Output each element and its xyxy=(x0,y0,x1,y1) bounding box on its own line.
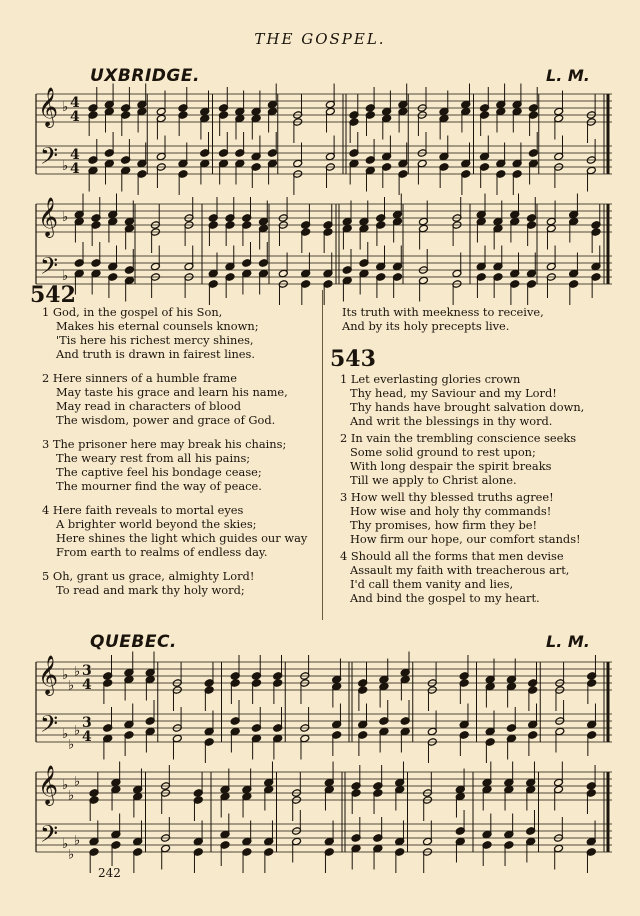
verse-line: Its truth with meekness to receive, xyxy=(342,305,544,319)
flat-icon: ♭ xyxy=(68,788,75,804)
verse-line xyxy=(42,559,327,569)
treble-clef-icon: 𝄞 xyxy=(38,765,59,805)
time-signature-bottom: 4 xyxy=(70,161,80,177)
time-signature-top: 3 xyxy=(82,715,92,731)
bass-clef-icon: 𝄢 xyxy=(40,252,59,285)
flat-icon: ♭ xyxy=(74,774,81,790)
verse-line: A brighter world beyond the skies; xyxy=(56,517,257,531)
verse-line: Some solid ground to rest upon; xyxy=(350,445,536,459)
time-signature-bottom: 4 xyxy=(82,677,92,693)
verse-line: 1 Let everlasting glories crown xyxy=(340,372,521,386)
hymn-number-543: 543 xyxy=(330,346,376,372)
running-head: THE GOSPEL. xyxy=(254,30,386,48)
verse-line: Assault my faith with treacherous art, xyxy=(350,563,570,577)
flat-icon: ♭ xyxy=(74,833,81,849)
verse-line: Thy head, my Saviour and my Lord! xyxy=(350,386,557,400)
hymn-542-text xyxy=(42,305,327,597)
verse-line: May read in characters of blood xyxy=(56,399,241,413)
verse-line: Thy hands have brought salvation down, xyxy=(350,400,585,414)
verse-line: Makes his eternal counsels known; xyxy=(56,319,259,333)
tune-title-uxbridge: UXBRIDGE. xyxy=(90,66,200,86)
verse-line: And by its holy precepts live. xyxy=(342,319,510,333)
verse-line: 2 Here sinners of a humble frame xyxy=(42,371,238,385)
time-signature-top: 4 xyxy=(70,147,80,163)
bass-clef-icon: 𝄢 xyxy=(40,820,59,853)
flat-icon: ♭ xyxy=(74,664,81,680)
flat-icon: ♭ xyxy=(62,210,69,225)
verse-line: 4 Should all the forms that men devise xyxy=(340,549,564,563)
verse-line: 5 Oh, grant us grace, almighty Lord! xyxy=(42,569,255,583)
bass-clef-icon: 𝄢 xyxy=(40,142,59,175)
music-score-quebec xyxy=(0,650,640,878)
verse-line: And bind the gospel to my heart. xyxy=(350,591,540,605)
verse-line: And truth is drawn in fairest lines. xyxy=(56,347,256,361)
time-signature-top: 4 xyxy=(70,95,80,111)
time-signature-bottom: 4 xyxy=(70,109,80,125)
verse-line: To read and mark thy holy word; xyxy=(56,583,245,597)
verse-line xyxy=(42,427,327,437)
meter-uxbridge: L. M. xyxy=(546,66,590,85)
flat-icon: ♭ xyxy=(68,737,75,753)
flat-icon: ♭ xyxy=(62,159,69,174)
flat-icon: ♭ xyxy=(74,723,81,739)
verse-line: 'Tis here his richest mercy shines, xyxy=(56,333,254,347)
verse-line: How wise and holy thy commands! xyxy=(350,504,552,518)
treble-clef-icon: 𝄞 xyxy=(38,655,59,695)
flat-icon: ♭ xyxy=(68,678,75,694)
tune-title-quebec: QUEBEC. xyxy=(90,632,177,652)
verse-line: How firm our hope, our comfort stands! xyxy=(350,532,581,546)
verse-line: The mourner find the way of peace. xyxy=(56,479,262,493)
verse-line: 1 God, in the gospel of his Son, xyxy=(42,305,223,319)
verse-line: Here shines the light which guides our way xyxy=(56,531,308,545)
column-divider xyxy=(322,290,323,620)
flat-icon: ♭ xyxy=(62,837,69,852)
verse-line: May taste his grace and learn his name, xyxy=(56,385,288,399)
verse-line: The wisdom, power and grace of God. xyxy=(56,413,276,427)
time-signature-top: 3 xyxy=(82,663,92,679)
verse-line xyxy=(42,361,327,371)
flat-icon: ♭ xyxy=(62,668,69,683)
flat-icon: ♭ xyxy=(62,778,69,793)
flat-icon: ♭ xyxy=(62,269,69,284)
flat-icon: ♭ xyxy=(62,727,69,742)
verse-line: 3 How well thy blessed truths agree! xyxy=(340,490,554,504)
verse-line: 3 The prisoner here may break his chains; xyxy=(42,437,287,451)
hymn-543-text xyxy=(340,372,630,605)
page-number: 242 xyxy=(98,866,121,880)
music-score-uxbridge xyxy=(0,84,640,285)
verse-line: The captive feel his bondage cease; xyxy=(56,465,262,479)
treble-clef-icon: 𝄞 xyxy=(38,87,59,127)
flat-icon: ♭ xyxy=(68,847,75,863)
meter-quebec: L. M. xyxy=(546,632,590,651)
treble-clef-icon: 𝄞 xyxy=(38,197,59,237)
verse-line: The weary rest from all his pains; xyxy=(56,451,251,465)
hymn-number-542: 542 xyxy=(30,282,76,308)
verse-line: Thy promises, how firm they be! xyxy=(350,518,538,532)
bass-clef-icon: 𝄢 xyxy=(40,710,59,743)
verse-line xyxy=(42,493,327,503)
verse-line: 4 Here faith reveals to mortal eyes xyxy=(42,503,244,517)
verse-line: I'd call them vanity and lies, xyxy=(350,577,514,591)
time-signature-bottom: 4 xyxy=(82,729,92,745)
verse-line: Till we apply to Christ alone. xyxy=(350,473,517,487)
verse-line: 2 In vain the trembling conscience seeks xyxy=(340,431,577,445)
verse-line: With long despair the spirit breaks xyxy=(350,459,552,473)
hymn-542-text-continued xyxy=(342,305,622,333)
flat-icon: ♭ xyxy=(62,100,69,115)
verse-line: From earth to realms of endless day. xyxy=(56,545,268,559)
verse-line: And writ the blessings in thy word. xyxy=(350,414,553,428)
